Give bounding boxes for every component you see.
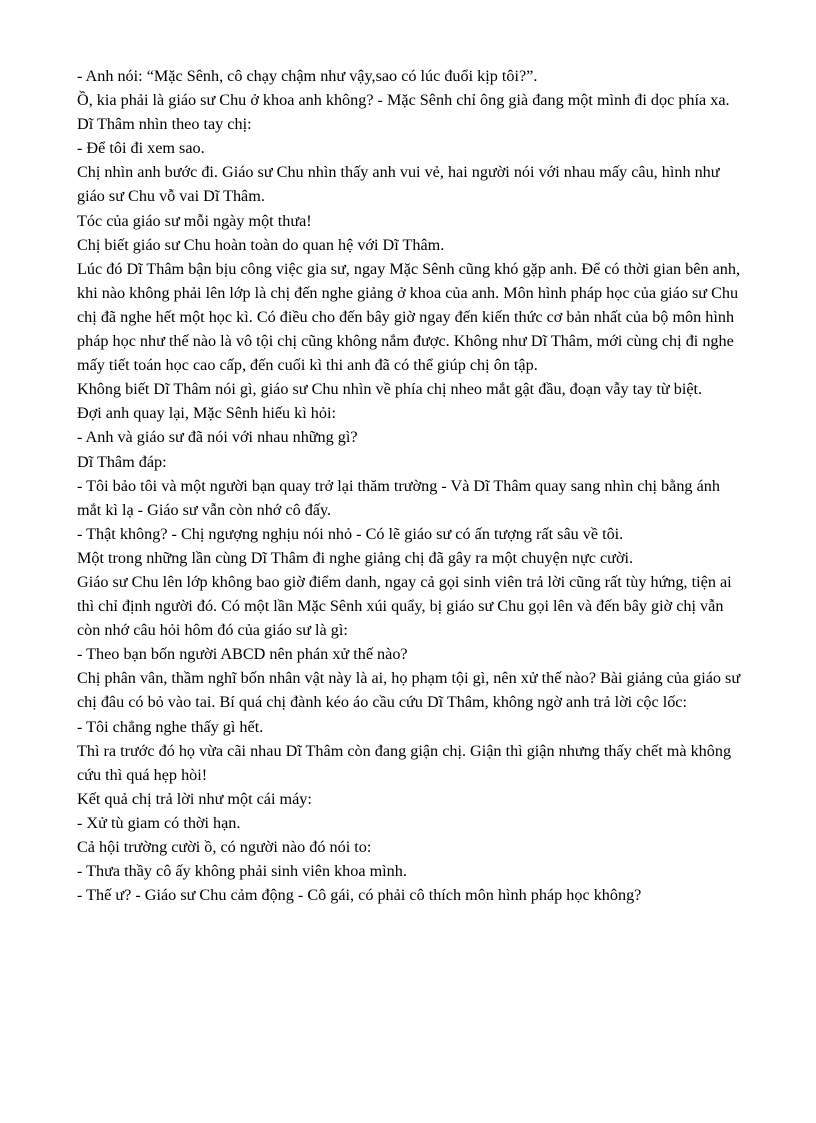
text-line: pháp học như thế nào là vô tội chị cũng không nắm được. Không như Dĩ Thâm, mới cùng chị đi nghe <box>77 332 734 351</box>
text-line: Cả hội trường cười ồ, có người nào đó nói to: <box>77 838 372 856</box>
text-line: - Anh nói: “Mặc Sênh, cô chạy chậm như vậy,sao có lúc đuổi kịp tôi?”. <box>77 67 538 85</box>
text-line: mắt kì lạ - Giáo sư vẫn còn nhớ cô đấy. <box>77 500 332 519</box>
text-line: Tóc của giáo sư mỗi ngày một thưa! <box>77 211 312 230</box>
text-line: - Tôi chẳng nghe thấy gì hết. <box>77 717 264 736</box>
text-line: giáo sư Chu vỗ vai Dĩ Thâm. <box>77 187 265 206</box>
text-line: thì chỉ định người đó. Có một lần Mặc Sênh xúi quẩy, bị giáo sư Chu gọi lên và đến bây giờ chị vẫn <box>77 597 724 616</box>
text-line: - Xử tù giam có thời hạn. <box>77 813 241 832</box>
text-line: - Thế ư? - Giáo sư Chu cảm động - Cô gái, có phải cô thích môn hình pháp học không? <box>77 886 642 905</box>
text-line: mấy tiết toán học cao cấp, đến cuối kì thi anh đã có thể giúp chị ôn tập. <box>77 356 538 375</box>
text-line: Kết quả chị trả lời như một cái máy: <box>77 789 312 808</box>
text-line: Ồ, kia phải là giáo sư Chu ở khoa anh không? - Mặc Sênh chỉ ông già đang một mình đi dọc phía xa. <box>77 91 730 110</box>
text-line: - Để tôi đi xem sao. <box>77 139 205 158</box>
text-line: Chị phân vân, thầm nghĩ bốn nhân vật này là ai, họ phạm tội gì, nên xử thế nào? Bài giảng của giáo sư <box>77 669 741 688</box>
text-line: Chị biết giáo sư Chu hoàn toàn do quan hệ với Dĩ Thâm. <box>77 235 445 254</box>
text-line: cứu thì quá hẹp hòi! <box>77 765 208 784</box>
text-line: Giáo sư Chu lên lớp không bao giờ điểm danh, ngay cả gọi sinh viên trả lời cũng rất tùy hứng, tiện ai <box>77 572 732 591</box>
text-line: khi nào không phải lên lớp là chị đến nghe giảng ở khoa của anh. Môn hình pháp học của giáo sư Chu <box>77 283 739 302</box>
text-line: chị đã nghe hết một học kì. Có điều cho đến bây giờ ngay đến kiến thức cơ bản nhất của bộ môn hình <box>77 307 735 326</box>
text-line: - Tôi bảo tôi và một người bạn quay trở lại thăm trường - Và Dĩ Thâm quay sang nhìn chị bằng ánh <box>77 476 720 495</box>
text-line: - Thật không? - Chị ngượng nghịu nói nhỏ - Có lẽ giáo sư có ấn tượng rất sâu về tôi. <box>77 524 624 543</box>
text-line: chị đâu có bỏ vào tai. Bí quá chị đành kéo áo cầu cứu Dĩ Thâm, không ngờ anh trả lời cộc lốc: <box>77 693 687 712</box>
text-line: Thì ra trước đó họ vừa cãi nhau Dĩ Thâm còn đang giận chị. Giận thì giận nhưng thấy chết mà không <box>77 741 732 760</box>
text-line: Một trong những lần cùng Dĩ Thâm đi nghe giảng chị đã gây ra một chuyện nực cười. <box>77 548 634 567</box>
text-line: Lúc đó Dĩ Thâm bận bịu công việc gia sư, ngay Mặc Sênh cũng khó gặp anh. Để có thời gian bên anh, <box>77 259 741 278</box>
text-line: Dĩ Thâm nhìn theo tay chị: <box>77 115 252 134</box>
text-line: Chị nhìn anh bước đi. Giáo sư Chu nhìn thấy anh vui vẻ, hai người nói với nhau mấy câu, hình như <box>77 163 720 182</box>
text-line: - Thưa thầy cô ấy không phải sinh viên khoa mình. <box>77 862 407 881</box>
text-line: - Theo bạn bốn người ABCD nên phán xử thế nào? <box>77 645 408 664</box>
document-text <box>77 64 777 907</box>
text-line: Không biết Dĩ Thâm nói gì, giáo sư Chu nhìn về phía chị nheo mắt gật đầu, đoạn vẫy tay từ biệt. <box>77 380 703 399</box>
text-line: còn nhớ câu hỏi hôm đó của giáo sư là gì: <box>77 621 348 640</box>
text-line: - Anh và giáo sư đã nói với nhau những gì? <box>77 428 358 447</box>
text-line: Đợi anh quay lại, Mặc Sênh hiếu kì hỏi: <box>77 404 336 423</box>
text-line: Dĩ Thâm đáp: <box>77 452 167 471</box>
